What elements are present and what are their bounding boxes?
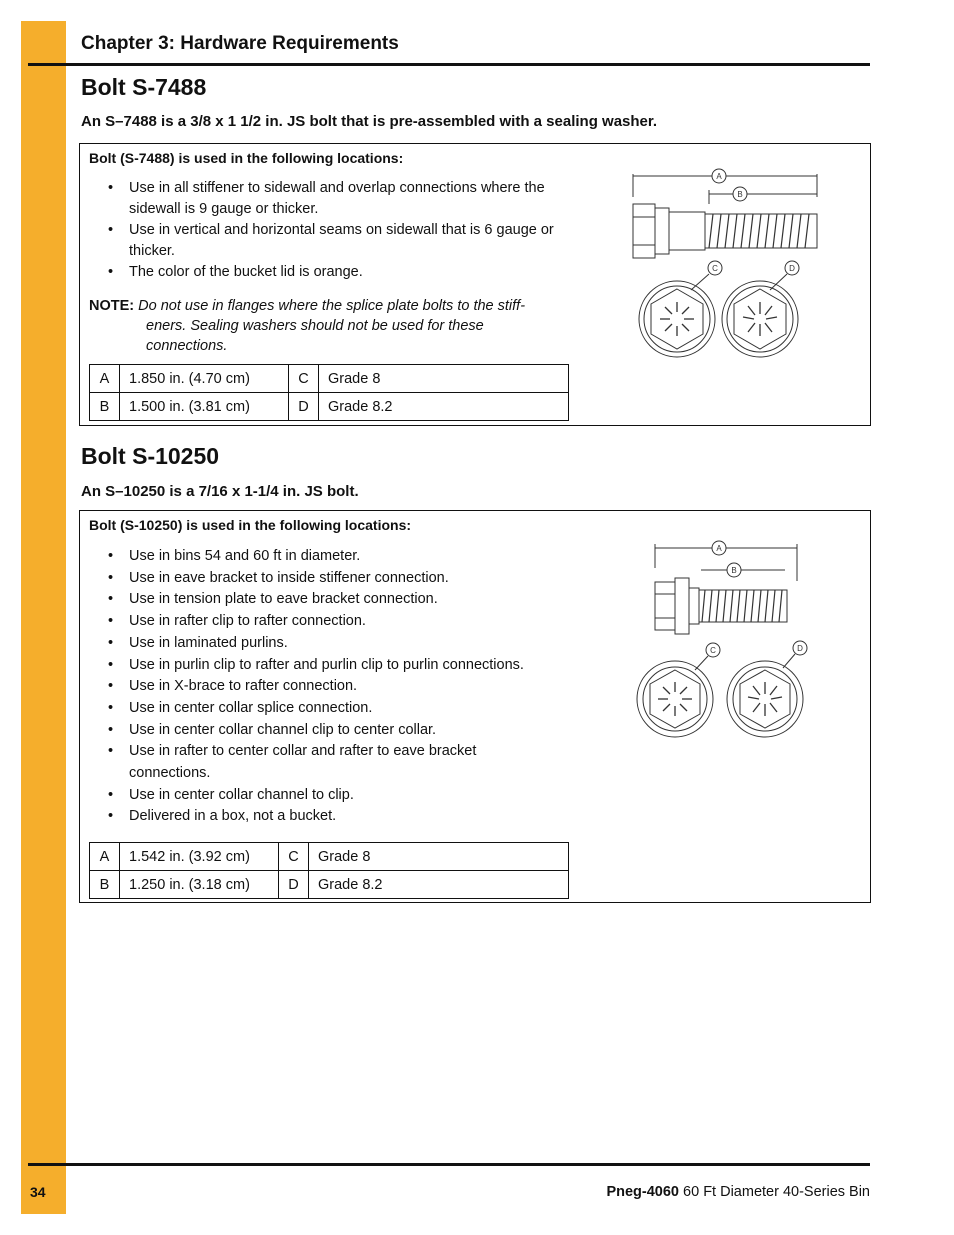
fig-label-a: A <box>716 172 722 181</box>
bolt1-note <box>89 296 559 356</box>
footer-doc-info <box>606 1184 870 1200</box>
table-row <box>90 843 569 871</box>
list-item: • The color of the bucket lid is orange. <box>108 264 363 280</box>
list-item: • Use in rafter clip to rafter connection. <box>108 613 366 630</box>
table-cell: B <box>90 871 120 899</box>
fig-label-c: C <box>710 646 716 655</box>
table-cell: B <box>90 393 120 421</box>
list-item: • Use in purlin clip to rafter and purlin clip to purlin connections. <box>108 656 524 673</box>
list-item: • Use in X-brace to rafter connection. <box>108 678 358 695</box>
bolt2-spec-table <box>89 842 569 899</box>
fig-label-d: D <box>789 264 795 273</box>
table-cell: 1.850 in. (4.70 cm) <box>120 365 289 393</box>
table-cell: C <box>279 843 309 871</box>
table-cell: C <box>289 365 319 393</box>
table-row <box>90 871 569 899</box>
list-item: • Use in center collar channel clip to center collar. <box>108 721 437 738</box>
table-cell: D <box>289 393 319 421</box>
footer-doc-title: 60 Ft Diameter 40-Series Bin <box>683 1184 870 1200</box>
table-cell: 1.500 in. (3.81 cm) <box>120 393 289 421</box>
list-item: • Use in bins 54 and 60 ft in diameter. <box>108 548 361 564</box>
page-number: 34 <box>30 1184 46 1200</box>
bolt1-diagram <box>625 162 825 362</box>
footer-doc-id: Pneg-4060 <box>606 1184 679 1200</box>
list-item: • Use in all stiffener to sidewall and overlap connections where the sidewall is 9 gauge or thicker. <box>108 180 545 217</box>
bolt2-usage-list <box>108 546 558 828</box>
note-text-3: connections. <box>146 338 228 354</box>
footer-divider <box>28 1163 870 1166</box>
page-side-tab <box>21 21 66 1214</box>
table-row <box>90 365 569 393</box>
fig-label-b: B <box>737 190 743 199</box>
fig-label-d: D <box>797 644 803 653</box>
table-row <box>90 393 569 421</box>
table-cell: Grade 8 <box>309 843 569 871</box>
note-label: NOTE: <box>89 298 135 314</box>
bolt2-info-box <box>79 510 871 903</box>
list-item: • Use in rafter to center collar and rafter to eave bracket connections. <box>108 743 477 782</box>
bolt2-diagram <box>635 536 845 746</box>
fig-label-b: B <box>731 566 737 575</box>
list-item: • Use in center collar splice connection. <box>108 699 373 716</box>
bolt1-usage-list <box>108 178 558 283</box>
table-cell: 1.542 in. (3.92 cm) <box>120 843 279 871</box>
bolt1-box-title: Bolt (S-7488) is used in the following locations: <box>89 150 404 166</box>
bolt2-box-title: Bolt (S-10250) is used in the following locations: <box>89 517 412 533</box>
list-item: • Use in laminated purlins. <box>108 634 288 651</box>
table-cell: A <box>90 843 120 871</box>
note-text-1: Do not use in flanges where the splice plate bolts to the stiff- <box>138 298 526 314</box>
list-item: • Use in tension plate to eave bracket connection. <box>108 591 438 608</box>
header-divider <box>28 63 870 66</box>
bolt2-intro: An S–10250 is a 7/16 x 1-1/4 in. JS bolt. <box>81 483 359 500</box>
bolt1-spec-table <box>89 364 569 421</box>
table-cell: Grade 8 <box>319 365 569 393</box>
list-item: • Use in center collar channel to clip. <box>108 786 354 803</box>
bolt1-title: Bolt S-7488 <box>81 74 207 100</box>
fig-label-a: A <box>716 544 722 553</box>
table-cell: D <box>279 871 309 899</box>
list-item: • Use in vertical and horizontal seams on sidewall that is 6 gauge or thicker. <box>108 222 554 259</box>
note-text-2: eners. Sealing washers should not be used for these <box>146 318 484 334</box>
table-cell: A <box>90 365 120 393</box>
list-item: • Delivered in a box, not a bucket. <box>108 808 337 825</box>
list-item: • Use in eave bracket to inside stiffener connection. <box>108 569 449 586</box>
table-cell: Grade 8.2 <box>319 393 569 421</box>
table-cell: 1.250 in. (3.18 cm) <box>120 871 279 899</box>
fig-label-c: C <box>712 264 718 273</box>
chapter-heading: Chapter 3: Hardware Requirements <box>81 33 399 54</box>
bolt2-title: Bolt S-10250 <box>81 443 220 469</box>
bolt1-intro: An S–7488 is a 3/8 x 1 1/2 in. JS bolt that is pre-assembled with a sealing washer. <box>81 113 658 130</box>
table-cell: Grade 8.2 <box>309 871 569 899</box>
bolt1-info-box <box>79 143 871 426</box>
